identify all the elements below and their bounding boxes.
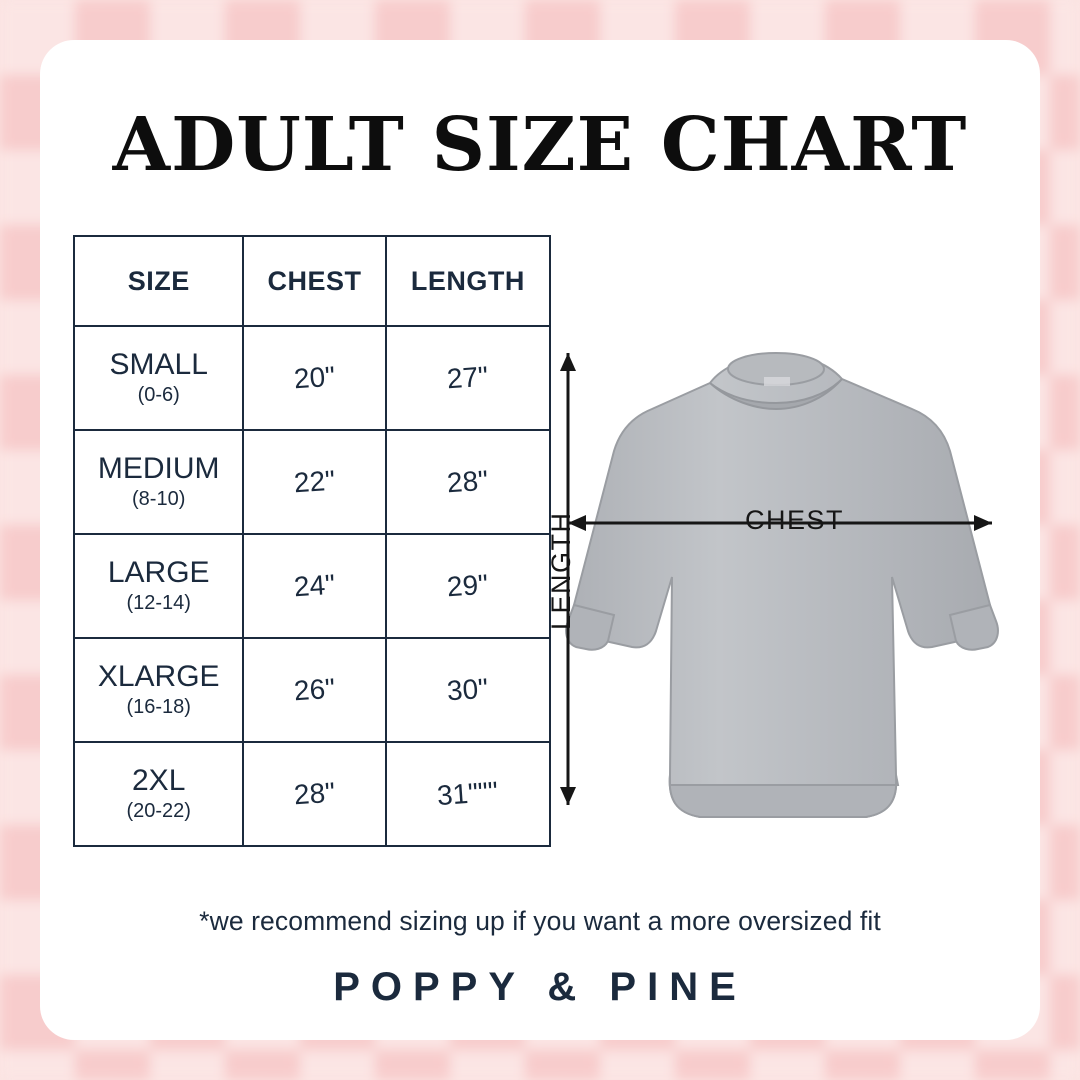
- table-row: [74, 326, 550, 430]
- length-value: 31""": [436, 775, 500, 812]
- cell-length: [386, 742, 550, 846]
- sweatshirt-icon: [560, 305, 1000, 865]
- size-name: 2XL: [132, 763, 186, 797]
- size-ages: (20-22): [126, 800, 191, 823]
- column-header-chest: CHEST: [243, 236, 385, 326]
- chest-value: 22": [292, 464, 337, 499]
- size-ages: (0-6): [137, 384, 180, 407]
- sweatshirt-diagram: [546, 305, 1000, 865]
- size-ages: (16-18): [126, 696, 191, 719]
- length-dimension-label: LENGTH: [546, 511, 576, 630]
- cell-size: [74, 742, 243, 846]
- chest-value: 26": [292, 672, 337, 707]
- cell-size: [74, 534, 243, 638]
- size-name: XLARGE: [97, 659, 220, 693]
- length-value: 28": [446, 464, 490, 499]
- card-panel: [40, 40, 1040, 1040]
- table-row: [74, 742, 550, 846]
- cell-chest: [243, 534, 385, 638]
- sizing-note: *we recommend sizing up if you want a more oversized fit: [199, 906, 881, 936]
- cell-chest: [243, 638, 385, 742]
- size-name: SMALL: [109, 347, 208, 381]
- chest-value: 28": [292, 776, 337, 811]
- cell-size: [74, 430, 243, 534]
- size-name: LARGE: [107, 555, 210, 589]
- table-row: [74, 638, 550, 742]
- length-value: 27": [446, 360, 490, 395]
- cell-length: [386, 430, 550, 534]
- size-chart-table: [73, 235, 551, 847]
- table-header-row: [74, 236, 550, 326]
- column-header-length: LENGTH: [386, 236, 550, 326]
- column-header-size: SIZE: [74, 236, 243, 326]
- cell-size: [74, 326, 243, 430]
- cell-length: [386, 534, 550, 638]
- size-ages: (12-14): [126, 592, 191, 615]
- page-title: ADULT SIZE CHART: [112, 102, 968, 188]
- cell-chest: [243, 326, 385, 430]
- size-name: MEDIUM: [97, 451, 220, 485]
- length-value: 29": [446, 568, 490, 603]
- cell-length: [386, 326, 550, 430]
- cell-chest: [243, 742, 385, 846]
- table-row: [74, 534, 550, 638]
- table-row: [74, 430, 550, 534]
- chest-value: 24": [292, 568, 337, 603]
- chest-value: 20": [292, 360, 337, 395]
- chest-dimension-label: CHEST: [745, 505, 845, 535]
- length-value: 30": [446, 672, 490, 707]
- cell-length: [386, 638, 550, 742]
- cell-chest: [243, 430, 385, 534]
- cell-size: [74, 638, 243, 742]
- brand-name: POPPY & PINE: [333, 965, 747, 1009]
- size-ages: (8-10): [132, 488, 186, 511]
